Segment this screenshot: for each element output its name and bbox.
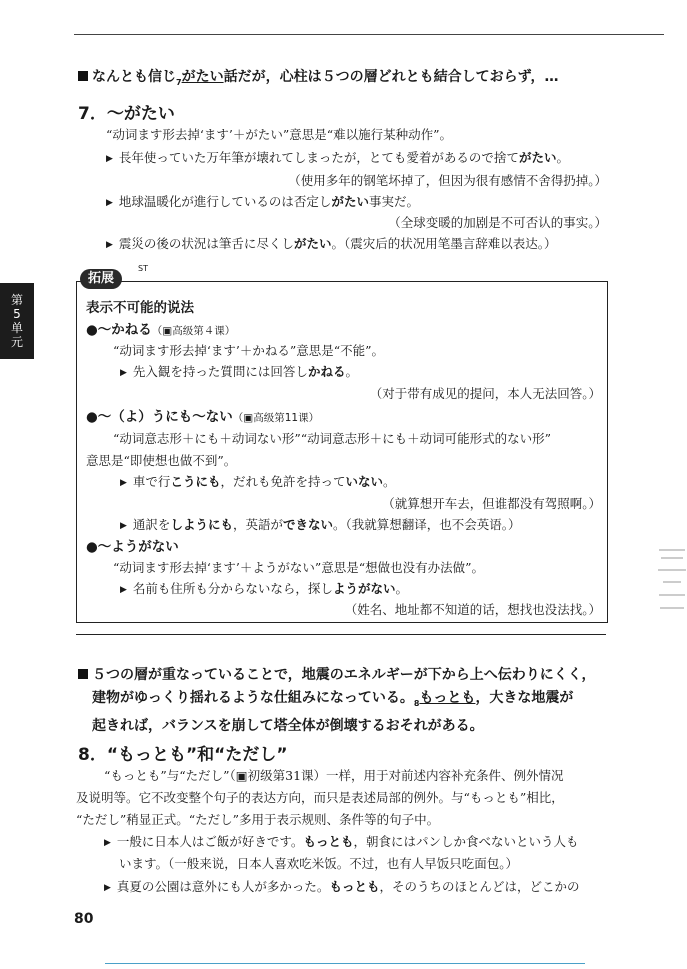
example-line: ▶ 先入観を持った質問には回答しかねる。: [120, 364, 358, 379]
unit-side-tab: [0, 283, 34, 359]
example-translation: （全球变暖的加剧是不可否认的事实。）: [388, 215, 607, 230]
bullet-icon: ▶: [106, 198, 113, 208]
bullet-icon: ▶: [120, 368, 127, 378]
grammar-meaning: 意思是“即使想也做不到”。: [86, 453, 237, 468]
extension-badge: 拓展: [80, 269, 122, 289]
example-translation: （使用多年的钢笔坏掉了，但因为很有感情不舍得扔掉。）: [288, 173, 607, 188]
grammar-point-heading: ●～（よ）うにも～ない（▣高级第11课）: [86, 409, 320, 425]
side-tab-char: 第: [10, 293, 23, 307]
badge-tail: ST: [138, 264, 148, 273]
bullet-icon: ▶: [120, 585, 127, 595]
example-line: ▶ 真夏の公園は意外にも人が多かった。もっとも，そのうちのほとんどは，どこかの: [104, 879, 580, 894]
grammar-meaning: “动词ます形去掉‘ます’＋ようがない”意思是“想做也没有办法做”。: [113, 560, 485, 575]
top-rule: [74, 34, 664, 35]
section-7-meaning: “动词ます形去掉‘ます’＋がたい”意思是“难以施行某种动作”。: [106, 127, 453, 142]
grammar-point-heading: ●～かねる（▣高级第４课）: [86, 322, 236, 338]
side-tab-char: 元: [10, 335, 23, 349]
example-line: ▶ 通訳をしようにも，英語ができない。（我就算想翻译，也不会英语。）: [120, 517, 521, 532]
bullet-icon: ▶: [106, 154, 113, 164]
example-translation: （就算想开车去，但谁都没有驾照啊。）: [382, 496, 601, 511]
bullet-icon: ▶: [120, 521, 127, 531]
example-line: ▶ 一般に日本人はご飯が好きです。もっとも，朝食にはパンしか食べないという人も: [104, 834, 579, 849]
side-tab-char: 单: [10, 321, 23, 335]
section-8-paragraph: “もっとも”与“ただし”（▣初级第31课）一样，用于对前述内容补充条件、例外情况: [104, 768, 564, 783]
text-sentence-2: ５つの層が重なっていることで，地震のエネルギーが下から上へ伝わりにくく， 建物がゆっくり揺れるような仕組みになっている。$_8$もっとも，大きな地震が 起きれば，バランスを崩して塔全体が倒壊するおそれがある。: [78, 664, 595, 738]
square-icon: [78, 669, 88, 679]
page-number: 80: [74, 911, 94, 927]
section-8-paragraph: 及说明等。它不改变整个句子的表达方向，而只是表述局部的例外。与“もっとも”相比，: [76, 790, 564, 805]
example-line: ▶ 震災の後の状況は筆舌に尽くしがたい。（震灾后的状况用笔墨言辞难以表达。）: [106, 236, 557, 251]
bullet-icon: ▶: [104, 883, 111, 893]
example-translation: （对于带有成见的提问，本人无法回答。）: [369, 386, 601, 401]
bullet-icon: ▶: [106, 240, 113, 250]
grammar-meaning: “动词意志形＋にも＋动词ない形”“动词意志形＋にも＋动词可能形式的ない形”: [113, 431, 552, 446]
example-line: います。（一般来说，日本人喜欢吃米饭。不过，也有人早饭只吃面包。）: [119, 856, 519, 871]
text-sentence-1: なんとも信じ$_7$がたい話だが，心柱は５つの層どれとも結合しておらず，…: [78, 66, 558, 94]
box-title: 表示不可能的说法: [86, 300, 194, 316]
example-line: ▶ 長年使っていた万年筆が壊れてしまったが，とても愛着があるので捨てがたい。: [106, 150, 569, 165]
example-line: ▶ 車で行こうにも，だれも免許を持っていない。: [120, 474, 396, 489]
example-line: ▶ 名前も住所も分からないなら，探しようがない。: [120, 581, 408, 596]
example-translation: （姓名、地址都不知道的话，想找也没法找。）: [344, 602, 601, 617]
bullet-icon: ▶: [120, 478, 127, 488]
grammar-meaning: “动词ます形去掉‘ます’＋かねる”意思是“不能”。: [113, 343, 385, 358]
grammar-point-heading: ●～ようがない: [86, 539, 179, 555]
section-7-heading: 7．～がたい: [78, 104, 175, 124]
section-divider: [76, 634, 606, 635]
scan-artifact: [657, 540, 687, 660]
square-icon: [78, 71, 88, 81]
side-tab-char: 5: [13, 307, 21, 321]
bottom-rule: [105, 963, 585, 964]
section-8-heading: 8．“もっとも”和“ただし”: [78, 745, 288, 765]
section-8-paragraph: “ただし”稍显正式。“ただし”多用于表示规则、条件等的句子中。: [76, 812, 440, 827]
bullet-icon: ▶: [104, 838, 111, 848]
example-line: ▶ 地球温暖化が進行しているのは否定しがたい事実だ。: [106, 194, 419, 209]
